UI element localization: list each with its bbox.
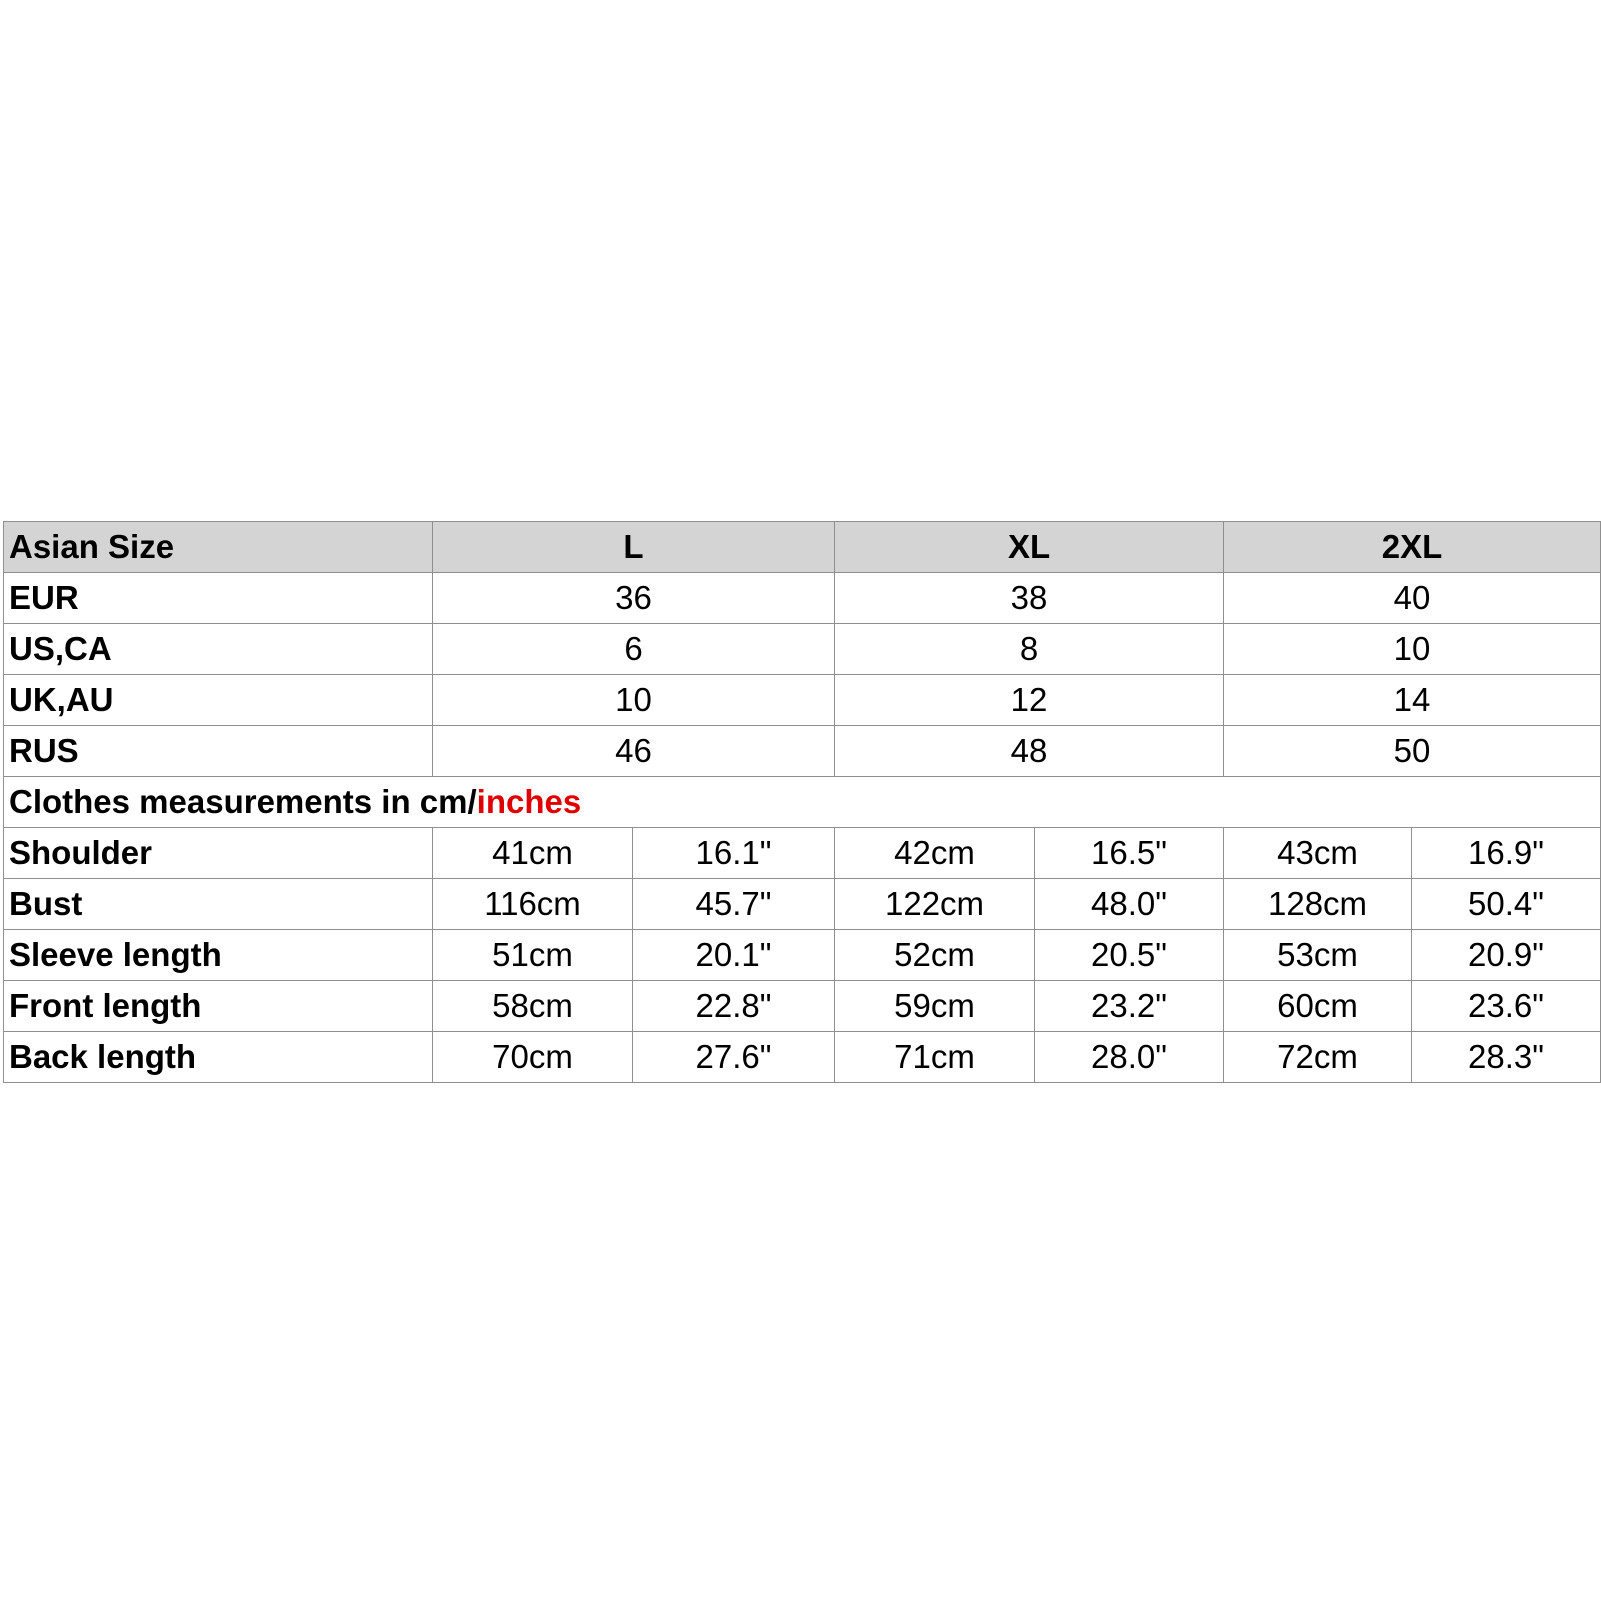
conversion-row-us-ca: [4, 624, 1601, 675]
table-cell: 20.5": [1035, 930, 1224, 981]
conversion-row-rus: [4, 726, 1601, 777]
size-header-row: [4, 522, 1601, 573]
row-label: Back length: [4, 1032, 433, 1083]
table-cell: 50: [1224, 726, 1601, 777]
table-cell: 20.9": [1412, 930, 1601, 981]
section-title-prefix: Clothes measurements in cm/: [9, 783, 477, 820]
measurement-row-bust: [4, 879, 1601, 930]
table-cell: 50.4": [1412, 879, 1601, 930]
table-cell: 20.1": [633, 930, 835, 981]
conversion-row-uk-au: [4, 675, 1601, 726]
row-label: Shoulder: [4, 828, 433, 879]
table-cell: 42cm: [835, 828, 1035, 879]
measurement-row-shoulder: [4, 828, 1601, 879]
table-cell: 45.7": [633, 879, 835, 930]
table-cell: 10: [1224, 624, 1601, 675]
row-label: UK,AU: [4, 675, 433, 726]
table-cell: 72cm: [1224, 1032, 1412, 1083]
table-cell: 51cm: [433, 930, 633, 981]
table-cell: 12: [835, 675, 1224, 726]
row-label: Front length: [4, 981, 433, 1032]
conversion-row-eur: [4, 573, 1601, 624]
table-cell: 10: [433, 675, 835, 726]
table-cell: 38: [835, 573, 1224, 624]
table-cell: 28.0": [1035, 1032, 1224, 1083]
table-cell: 59cm: [835, 981, 1035, 1032]
table-cell: 71cm: [835, 1032, 1035, 1083]
table-cell: 122cm: [835, 879, 1035, 930]
row-label: Sleeve length: [4, 930, 433, 981]
table-cell: 116cm: [433, 879, 633, 930]
table-cell: 16.5": [1035, 828, 1224, 879]
measurement-row-back-length: [4, 1032, 1601, 1083]
measurements-section-title: [4, 777, 1601, 828]
table-cell: 23.2": [1035, 981, 1224, 1032]
section-title-highlight: inches: [476, 783, 582, 820]
table-cell: 48: [835, 726, 1224, 777]
size-header-l: L: [433, 522, 835, 573]
size-header-2xl: 2XL: [1224, 522, 1601, 573]
table-cell: 14: [1224, 675, 1601, 726]
table-cell: 53cm: [1224, 930, 1412, 981]
table-cell: 27.6": [633, 1032, 835, 1083]
table-cell: 16.9": [1412, 828, 1601, 879]
table-cell: 28.3": [1412, 1032, 1601, 1083]
table-cell: 41cm: [433, 828, 633, 879]
size-chart-table: [3, 521, 1601, 1083]
table-cell: 58cm: [433, 981, 633, 1032]
measurement-row-front-length: [4, 981, 1601, 1032]
table-cell: 46: [433, 726, 835, 777]
table-cell: 22.8": [633, 981, 835, 1032]
table-cell: 43cm: [1224, 828, 1412, 879]
measurement-row-sleeve-length: [4, 930, 1601, 981]
table-cell: 8: [835, 624, 1224, 675]
table-cell: 60cm: [1224, 981, 1412, 1032]
row-label: Bust: [4, 879, 433, 930]
table-cell: 48.0": [1035, 879, 1224, 930]
table-cell: 40: [1224, 573, 1601, 624]
row-label: EUR: [4, 573, 433, 624]
table-cell: 6: [433, 624, 835, 675]
table-cell: 36: [433, 573, 835, 624]
row-label: US,CA: [4, 624, 433, 675]
table-cell: 23.6": [1412, 981, 1601, 1032]
header-label-cell: Asian Size: [4, 522, 433, 573]
table-cell: 70cm: [433, 1032, 633, 1083]
table-cell: 16.1": [633, 828, 835, 879]
row-label: RUS: [4, 726, 433, 777]
size-header-xl: XL: [835, 522, 1224, 573]
section-title-row: [4, 777, 1601, 828]
table-cell: 128cm: [1224, 879, 1412, 930]
table-cell: 52cm: [835, 930, 1035, 981]
